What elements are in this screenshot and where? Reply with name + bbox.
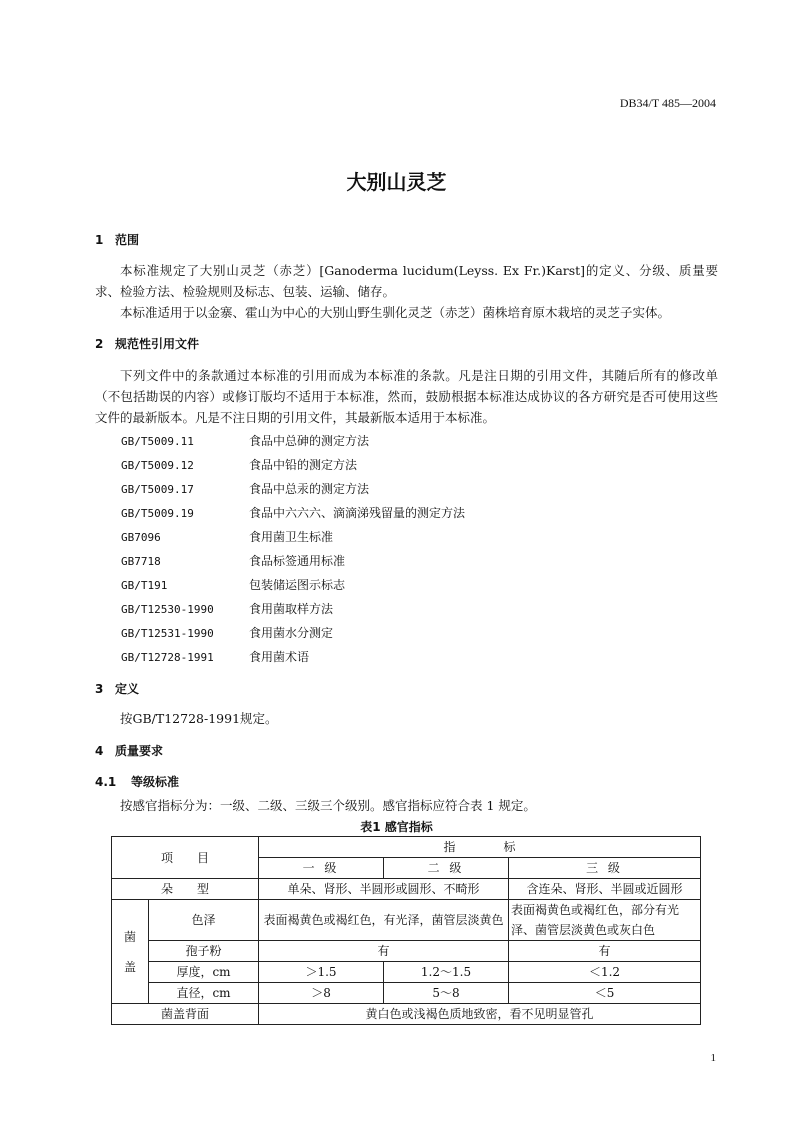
reference-code: GB/T12530-1990 [121, 603, 214, 616]
section-3-title: 定义 [115, 682, 140, 696]
section-1-paragraph-2: 本标准适用于以金寨、霍山为中心的大别山野生驯化灵芝（赤芝）菌株培育原木栽培的灵芝子实体。 [120, 305, 671, 320]
header-index: 指 标 [259, 837, 701, 858]
section-1-heading [95, 231, 139, 248]
table-row [112, 1004, 701, 1025]
cap-label-char-2: 盖 [123, 959, 136, 974]
reference-name: 食品标签通用标准 [249, 554, 346, 568]
section-1-title: 范围 [115, 233, 140, 247]
reference-code: GB/T191 [121, 579, 168, 592]
section-4-1-paragraph-1: 按感官指标分为：一级、二级、三级三个级别。感官指标应符合表 1 规定。 [120, 798, 536, 813]
reference-code: GB/T5009.12 [121, 459, 194, 472]
cap-label-char-1: 菌 [123, 929, 136, 944]
header-grade-2: 二 级 [384, 858, 509, 879]
color-label: 色泽 [149, 900, 259, 941]
section-4-1-number: 4.1 [95, 775, 117, 789]
reference-row [121, 573, 345, 597]
reference-row [121, 477, 369, 501]
reference-name: 食用菌取样方法 [249, 602, 334, 616]
spore-grade-3: 有 [509, 941, 701, 962]
diameter-grade-2: 5～8 [384, 983, 509, 1004]
header-grade-1: 一 级 [259, 858, 384, 879]
section-2-title: 规范性引用文件 [115, 337, 200, 351]
reference-row [121, 621, 333, 645]
cap-back-label: 菌盖背面 [112, 1004, 259, 1025]
section-3-paragraph-1: 按GB/T12728-1991规定。 [120, 711, 278, 726]
reference-code: GB7718 [121, 555, 161, 568]
shape-grade-1-2: 单朵、肾形、半圆形或圆形、不畸形 [259, 879, 509, 900]
diameter-label: 直径，cm [149, 983, 259, 1004]
reference-code: GB7096 [121, 531, 161, 544]
reference-row [121, 453, 357, 477]
reference-name: 食用菌水分测定 [249, 626, 334, 640]
thickness-label: 厚度，cm [149, 962, 259, 983]
color-grade-1-2: 表面褐黄色或褐红色，有光泽，菌管层淡黄色 [259, 900, 509, 941]
color-grade-3: 表面褐黄色或褐红色，部分有光泽、菌管层淡黄色或灰白色 [509, 900, 701, 941]
reference-row [121, 645, 309, 669]
table-row [112, 879, 701, 900]
spore-label: 孢子粉 [149, 941, 259, 962]
reference-name: 食品中总砷的测定方法 [249, 434, 370, 448]
reference-row [121, 597, 333, 621]
section-2-paragraph-1: 下列文件中的条款通过本标准的引用而成为本标准的条款。凡是注日期的引用文件，其随后所有的修改单（不包括勘误的内容）或修订版均不适用于本标准，然而，鼓励根据本标准达成协议的各方研究是否可使用这些文件的最新版本。凡是不注日期的引用文件，其最新版本适用于本标准。 [95, 368, 718, 425]
diameter-grade-3: ＜5 [509, 983, 701, 1004]
section-1-paragraph-1: 本标准规定了大别山灵芝（赤芝）[Ganoderma lucidum(Leyss. Ex Fr.)Karst]的定义、分级、质量要求、检验方法、检验规则及标志、包装、运输、储存。 [95, 263, 718, 299]
reference-row [121, 429, 369, 453]
section-4-number: 4 [95, 744, 104, 758]
thickness-grade-3: ＜1.2 [509, 962, 701, 983]
table-row [112, 837, 701, 858]
section-2-heading [95, 335, 199, 352]
table-row [112, 900, 701, 941]
reference-name: 食用菌术语 [249, 650, 310, 664]
shape-grade-3: 含连朵、肾形、半圆或近圆形 [509, 879, 701, 900]
reference-code: GB/T5009.11 [121, 435, 194, 448]
section-3-heading [95, 680, 139, 697]
reference-name: 食品中六六六、滴滴涕残留量的测定方法 [249, 506, 466, 520]
header-grade-3: 三 级 [509, 858, 701, 879]
header-item: 项 目 [112, 837, 259, 879]
table-row [112, 962, 701, 983]
section-4-title: 质量要求 [115, 744, 164, 758]
reference-name: 食用菌卫生标准 [249, 530, 334, 544]
spore-grade-1-2: 有 [259, 941, 509, 962]
section-3-number: 3 [95, 682, 104, 696]
reference-name: 食品中铅的测定方法 [249, 458, 358, 472]
section-4-1-title: 等级标准 [131, 775, 180, 789]
section-4-1-heading [95, 773, 179, 790]
shape-label: 朵 型 [112, 879, 259, 900]
table-row [112, 983, 701, 1004]
reference-name: 包装储运图示标志 [249, 578, 346, 592]
cap-back-all-grades: 黄白色或浅褐色质地致密，看不见明显管孔 [259, 1004, 701, 1025]
page-number: 1 [710, 1052, 716, 1064]
table-row [112, 941, 701, 962]
document-number: DB34/T 485—2004 [619, 96, 716, 110]
reference-row [121, 501, 465, 525]
document-title: 大别山灵芝 [346, 170, 447, 194]
reference-code: GB/T5009.19 [121, 507, 194, 520]
section-2-number: 2 [95, 337, 104, 351]
section-1-number: 1 [95, 233, 104, 247]
thickness-grade-2: 1.2～1.5 [384, 962, 509, 983]
diameter-grade-1: ＞8 [259, 983, 384, 1004]
table-1-sensory-indicators [111, 836, 701, 1025]
reference-code: GB/T5009.17 [121, 483, 194, 496]
table-1-caption: 表1 感官指标 [360, 820, 433, 834]
cap-label [112, 900, 149, 1004]
reference-code: GB/T12728-1991 [121, 651, 214, 664]
reference-row [121, 549, 345, 573]
reference-row [121, 525, 333, 549]
thickness-grade-1: ＞1.5 [259, 962, 384, 983]
reference-code: GB/T12531-1990 [121, 627, 214, 640]
reference-name: 食品中总汞的测定方法 [249, 482, 370, 496]
section-4-heading [95, 742, 163, 759]
